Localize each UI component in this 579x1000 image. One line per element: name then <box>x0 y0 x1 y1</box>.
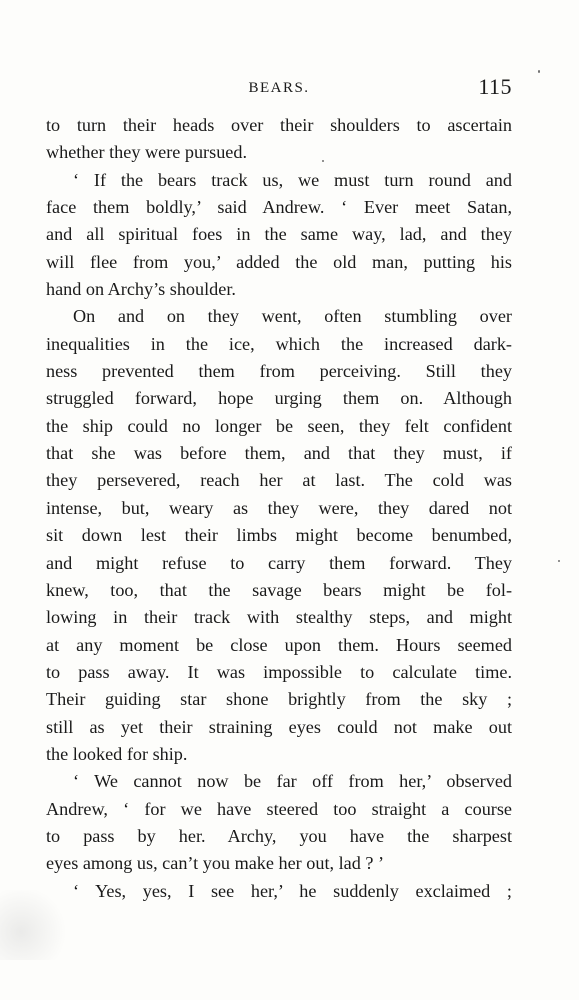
text-line: will flee from you,’ added the old man, putting his <box>46 251 512 272</box>
text-line: hand on Archy’s shoulder. <box>46 279 236 300</box>
text-line: ‘ Yes, yes, I see her,’ he suddenly exclaimed ; <box>73 880 512 901</box>
text-line: still as yet their straining eyes could not make out <box>46 716 512 737</box>
text-line: at any moment be close upon them. Hours seemed <box>46 634 512 655</box>
text-line: and all spiritual foes in the same way, lad, and they <box>46 224 512 245</box>
text-line: that she was before them, and that they must, if <box>46 443 512 464</box>
text-line: On and on they went, often stumbling over <box>73 306 512 327</box>
ink-speck <box>558 560 560 562</box>
text-line: to pass by her. Archy, you have the sharpest <box>46 825 512 846</box>
text-line: to pass away. It was impossible to calculate time. <box>46 661 512 682</box>
text-line: to turn their heads over their shoulders to ascertain <box>46 115 512 135</box>
text-line: Andrew, ‘ for we have steered too straight a course <box>46 798 512 819</box>
text-line: face them boldly,’ said Andrew. ‘ Ever meet Satan, <box>46 197 512 218</box>
text-line: struggled forward, hope urging them on. Although <box>46 388 512 409</box>
text-line: they persevered, reach her at last. The cold was <box>46 470 512 491</box>
running-head <box>46 74 512 104</box>
body-text <box>46 112 512 905</box>
text-line: knew, too, that the savage bears might be fol- <box>46 579 512 600</box>
text-line: sit down lest their limbs might become benumbed, <box>46 525 512 546</box>
text-line: ‘ We cannot now be far off from her,’ observed <box>73 771 512 792</box>
page-number: 115 <box>478 74 512 99</box>
text-line: ‘ If the bears track us, we must turn round and <box>73 169 512 190</box>
text-line: Their guiding star shone brightly from the sky ; <box>46 689 512 710</box>
text-line: eyes among us, can’t you make her out, lad ? ’ <box>46 853 385 874</box>
ink-speck <box>538 70 540 73</box>
text-line: the looked for ship. <box>46 743 188 764</box>
text-line: inequalities in the ice, which the increased dark- <box>46 333 512 354</box>
running-head-title: BEARS. <box>248 80 310 96</box>
text-line: the ship could no longer be seen, they felt confident <box>46 415 512 436</box>
text-line: and might refuse to carry them forward. They <box>46 552 512 573</box>
text-line: whether they were pursued. <box>46 142 247 163</box>
text-line: lowing in their track with stealthy steps, and might <box>46 607 512 628</box>
text-line: ness prevented them from perceiving. Still they <box>46 361 512 382</box>
text-line: intense, but, weary as they were, they dared not <box>46 497 512 518</box>
